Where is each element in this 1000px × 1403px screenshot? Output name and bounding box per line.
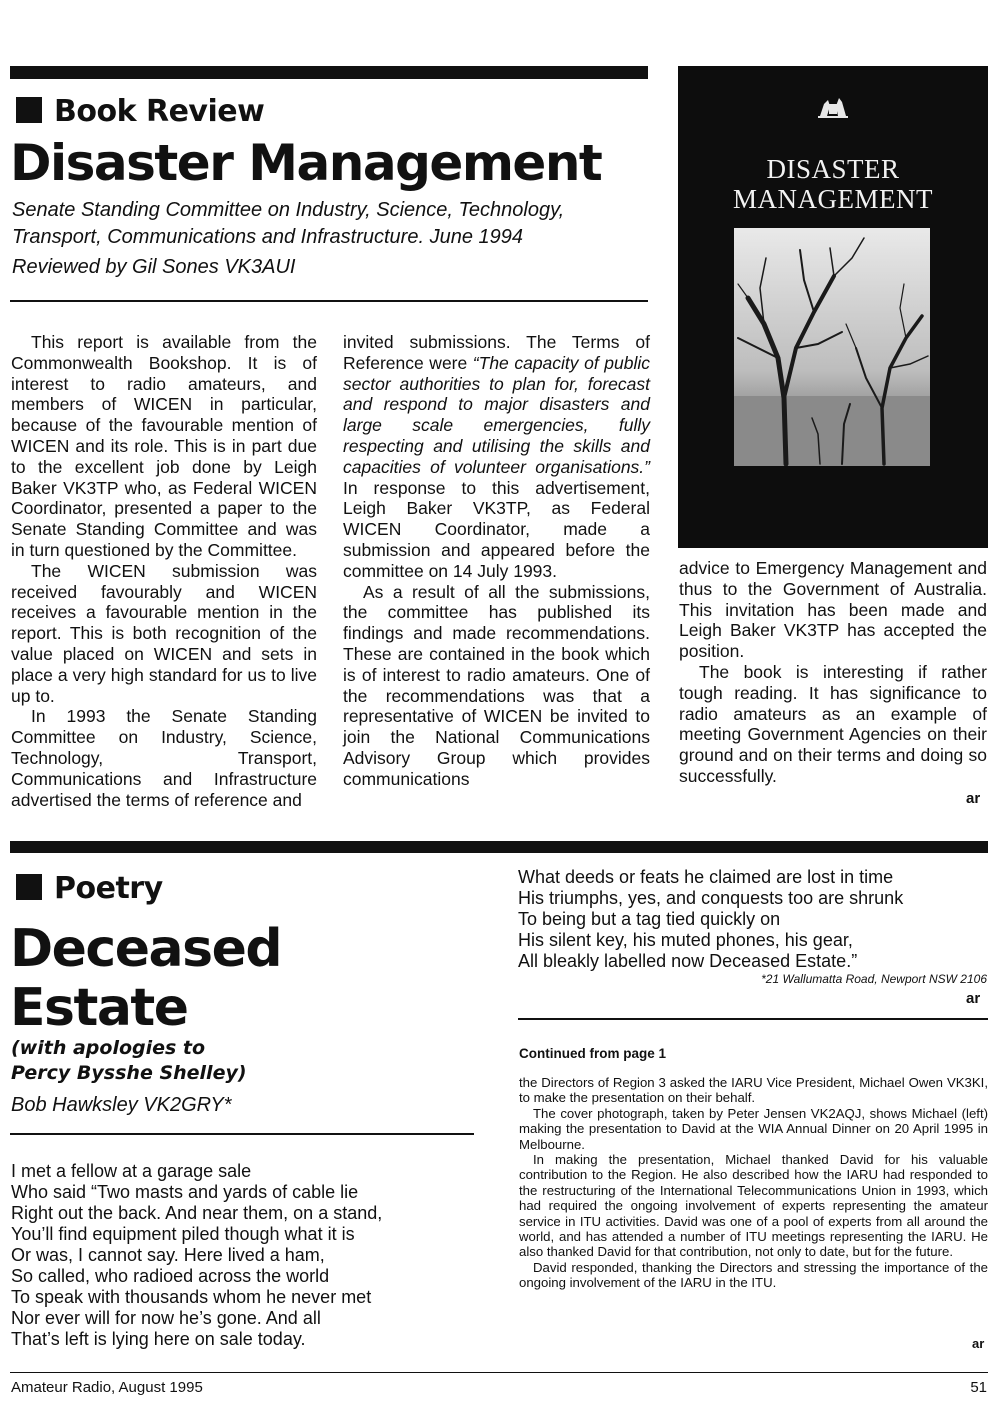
- continued-para2: The cover photograph, taken by Peter Jensen VK2AQJ, shows Michael (left) making the presentation to David at the WIA Annual Dinner on 20 April 1995 in Melbourne.: [519, 1105, 988, 1152]
- review-title: Disaster Management: [10, 134, 602, 192]
- poem-line: To speak with thousands whom he never met: [11, 1287, 372, 1307]
- review-column-1: [11, 332, 317, 810]
- footer-publication: Amateur Radio, August 1995: [11, 1379, 203, 1396]
- coat-of-arms-icon: [816, 94, 850, 120]
- poem-line: Right out the back. And near them, on a stand,: [11, 1203, 383, 1223]
- review-subtitle-line2: Transport, Communications and Infrastructure. June 1994: [12, 226, 523, 248]
- poetry-end-mark: ar: [966, 990, 981, 1007]
- review-col1-para3: In 1993 the Senate Standing Committee on Industry, Science, Technology, Transport, Communications and Infrastructure advertised the terms of reference and: [11, 706, 317, 810]
- review-column-3: [679, 558, 987, 787]
- review-terms-quote: “The capacity of public sector authorities to plan for, forecast and respond to major disasters and large scale emergencies, fully respecting and utilising the skills and capacities of volunteer organisations.”: [343, 352, 650, 477]
- poem-author: Bob Hawksley VK2GRY*: [11, 1094, 232, 1116]
- poem-title-line2: Estate: [10, 978, 188, 1038]
- poem-title: [10, 920, 281, 1038]
- footer-page-number: 51: [970, 1379, 987, 1396]
- review-subtitle-line1: Senate Standing Committee on Industry, Science, Technology,: [12, 199, 565, 221]
- poet-address: *21 Wallumatta Road, Newport NSW 2106: [761, 972, 987, 986]
- poem-line: Or was, I cannot say. Here lived a ham,: [11, 1245, 325, 1265]
- review-sub-rule: [10, 300, 648, 302]
- poem-stanza-1: [11, 1161, 382, 1350]
- poem-line: His triumphs, yes, and conquests too are shrunk: [518, 888, 904, 908]
- book-cover-image: [678, 66, 988, 548]
- cover-title-line1: DISASTER: [766, 154, 900, 184]
- poem-line: What deeds or feats he claimed are lost in time: [518, 867, 894, 887]
- poem-dedication: [11, 1036, 247, 1086]
- continued-para1: the Directors of Region 3 asked the IARU Vice President, Michael Owen VK3KI, to make the presentation on their behalf.: [519, 1075, 988, 1106]
- review-col3-para2: The book is interesting if rather tough reading. It has significance to radio amateurs as an example of meeting Government Agencies on their ground and on their terms and doing so successfully.: [679, 661, 987, 786]
- review-col3-para1: advice to Emergency Management and thus to the Government of Australia. This invitation has been made and Leigh Baker VK3TP has accepted the position.: [679, 558, 987, 662]
- review-col2-para2: As a result of all the submissions, the committee has published its findings and made recommendations. These are contained in the book which is of interest to radio amateurs. One of the recommendations was that a representative of WICEN be invited to join the National Communications Advisory Group which provides communications: [343, 581, 650, 789]
- poem-title-line1: Deceased: [10, 919, 282, 979]
- poem-line: I met a fellow at a garage sale: [11, 1161, 252, 1181]
- continued-top-rule: [518, 1018, 988, 1020]
- review-col2-para1: [343, 332, 650, 582]
- review-byline: Reviewed by Gil Sones VK3AUI: [12, 256, 296, 278]
- continued-end-mark: ar: [972, 1336, 985, 1351]
- poetry-sub-rule: [10, 1133, 474, 1135]
- poem-line: You’ll find equipment piled though what it is: [11, 1224, 355, 1244]
- continued-heading: Continued from page 1: [519, 1046, 667, 1061]
- poem-dedication-line1: (with apologies to: [11, 1037, 206, 1059]
- continued-para4: David responded, thanking the Directors and stressing the importance of the ongoing involvement of the IARU in the ITU.: [519, 1259, 988, 1291]
- review-col2-end: In response to this advertisement, Leigh Baker VK3TP, as Federal WICEN Coordinator, made a submission and appeared before the committee on 14 July 1993.: [343, 477, 650, 581]
- poem-dedication-line2: Percy Bysshe Shelley): [11, 1062, 247, 1084]
- poetry-section-text: Poetry: [54, 871, 163, 906]
- footer-rule: [10, 1372, 988, 1373]
- review-end-mark: ar: [966, 790, 981, 807]
- section-square-icon: [16, 97, 42, 123]
- review-section-label: [16, 94, 264, 129]
- review-column-2: [343, 332, 650, 790]
- review-top-rule: [10, 66, 648, 79]
- poem-line: Nor ever will for now he’s gone. And all: [11, 1308, 321, 1328]
- poem-line: His silent key, his muted phones, his gear,: [518, 930, 853, 950]
- cover-title-line2: MANAGEMENT: [733, 184, 933, 214]
- section-square-icon: [16, 874, 42, 900]
- review-subtitle: [12, 197, 652, 281]
- continued-body: [519, 1075, 988, 1291]
- continued-para3: In making the presentation, Michael thanked David for his valuable contribution to the Region. He also described how the IARU had responded to the restructuring of the International Telecommunications Union in 1993, which had required the ongoing involvement of experts representing the amateur service in ITU activities. David was one of a pool of experts from all around the world, and has attended a number of ITU meetings representing the IARU. He also thanked David for that contribution, not only to date, but for the future.: [519, 1152, 988, 1260]
- review-col1-para2: The WICEN submission was received favourably and WICEN receives a favourable mention in the report. This is both recognition of the value placed on WICEN and sets in place a very high standard for us to live up to.: [11, 560, 317, 706]
- poem-line: That’s left is lying here on sale today.: [11, 1329, 306, 1349]
- review-section-text: Book Review: [54, 94, 265, 129]
- poem-line: So called, who radioed across the world: [11, 1266, 330, 1286]
- cover-title: [678, 154, 988, 214]
- poem-line: All bleakly labelled now Deceased Estate.”: [518, 951, 858, 971]
- poetry-top-rule: [10, 841, 988, 853]
- dead-trees-photo: [734, 228, 930, 466]
- poem-line: Who said “Two masts and yards of cable lie: [11, 1182, 359, 1202]
- poem-stanza-2: [518, 867, 903, 972]
- poetry-section-label: [16, 871, 163, 906]
- review-col2-start: invited submissions. The Terms of Reference were: [343, 332, 650, 373]
- poem-line: To being but a tag tied quickly on: [518, 909, 781, 929]
- review-col1-para1: This report is available from the Commonwealth Bookshop. It is of interest to radio amateurs, and members of WICEN in particular, because of the favourable mention of WICEN and its role. This is in part due to the excellent job done by Leigh Baker VK3TP who, as Federal WICEN Coordinator, presented a paper to the Senate Standing Committee and was in turn questioned by the Committee.: [11, 332, 317, 560]
